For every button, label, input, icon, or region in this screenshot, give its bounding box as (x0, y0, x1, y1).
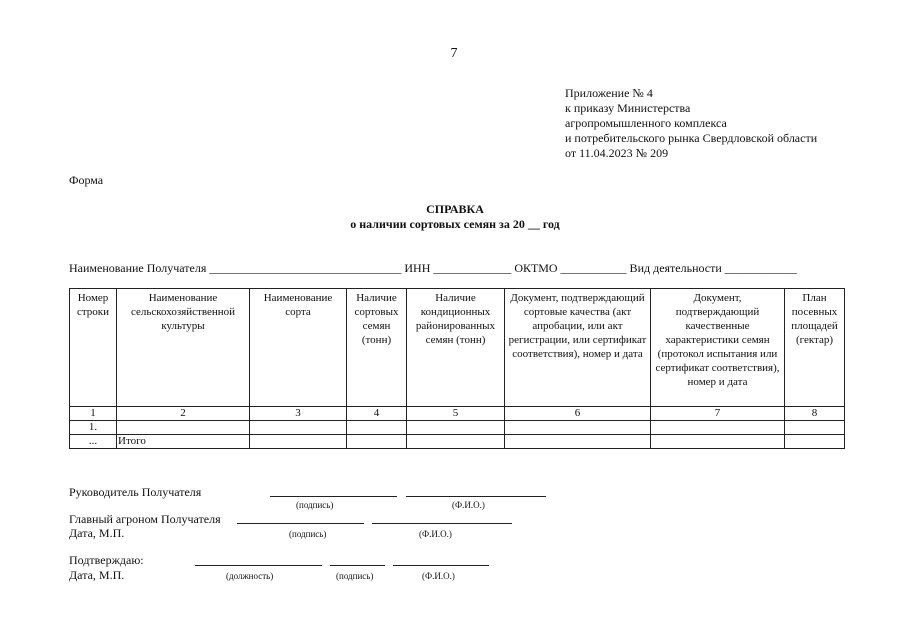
caption-sign: (подпись) (296, 500, 334, 510)
head-fio-line[interactable] (406, 496, 546, 497)
table-row (70, 435, 845, 449)
confirm-position-line[interactable] (195, 565, 322, 566)
caption-position: (должность) (226, 571, 274, 581)
head-sign-line[interactable] (270, 496, 397, 497)
caption-fio: (Ф.И.О.) (419, 529, 452, 539)
sowing-plan-cell[interactable] (785, 435, 845, 449)
column-number-row (70, 407, 845, 421)
column-number: 6 (505, 407, 651, 421)
header-sowing-plan: План посевных площадей (гектар) (785, 289, 845, 407)
variety-cell[interactable] (250, 435, 347, 449)
column-number: 1 (70, 407, 117, 421)
conditioned-seeds-cell[interactable] (407, 421, 505, 435)
header-conditioned-seeds: Наличие кондиционных районированных семян (тонн) (407, 289, 505, 407)
varietal-seeds-cell[interactable] (347, 421, 407, 435)
caption-fio: (Ф.И.О.) (422, 571, 455, 581)
variety-document-cell[interactable] (505, 421, 651, 435)
header-variety: Наименование сорта (250, 289, 347, 407)
agronomist-sign-line[interactable] (237, 523, 364, 524)
sowing-plan-cell[interactable] (785, 421, 845, 435)
appendix-line: и потребительского рынка Свердловской области (565, 131, 818, 145)
variety-cell[interactable] (250, 421, 347, 435)
culture-cell[interactable] (117, 421, 250, 435)
column-number: 2 (117, 407, 250, 421)
column-number: 5 (407, 407, 505, 421)
header-varietal-seeds: Наличие сортовых семян (тонн) (347, 289, 407, 407)
row-number-cell[interactable]: ... (70, 435, 117, 449)
confirm-fio-line[interactable] (393, 565, 489, 566)
date-label: Дата, М.П. (69, 526, 125, 540)
conditioned-seeds-cell[interactable] (407, 435, 505, 449)
varietal-seeds-cell[interactable] (347, 435, 407, 449)
agronomist-label: Главный агроном Получателя (69, 512, 221, 526)
row-number-cell[interactable]: 1. (70, 421, 117, 435)
appendix-block (565, 86, 817, 161)
confirm-label: Подтверждаю: (69, 553, 144, 567)
form-label: Форма (69, 173, 104, 187)
date-label: Дата, М.П. (69, 568, 125, 582)
recipient-line: Наименование Получателя ________________________________ ИНН _____________ ОКТМО ___________ Вид деятельности ____________ (69, 261, 797, 275)
document-subtitle: о наличии сортовых семян за 20 __ год (350, 217, 560, 231)
caption-sign: (подпись) (336, 571, 374, 581)
appendix-line: к приказу Министерства (565, 101, 691, 115)
appendix-line: Приложение № 4 (565, 86, 653, 100)
page-number: 7 (450, 46, 458, 61)
seeds-table (69, 288, 845, 449)
agronomist-fio-line[interactable] (372, 523, 512, 524)
column-number: 3 (250, 407, 347, 421)
column-number: 7 (651, 407, 785, 421)
header-quality-document: Документ, подтверждающий качественные характеристики семян (протокол испытания или сертификат соответствия), номер и дата (651, 289, 785, 407)
caption-sign: (подпись) (289, 529, 327, 539)
column-number: 4 (347, 407, 407, 421)
header-variety-document: Документ, подтверждающий сортовые качества (акт апробации, или акт регистрации, или сертификат соответствия), номер и дата (505, 289, 651, 407)
appendix-line: от 11.04.2023 № 209 (565, 146, 669, 160)
quality-document-cell[interactable] (651, 421, 785, 435)
column-number: 8 (785, 407, 845, 421)
header-row-number: Номер строки (70, 289, 117, 407)
table-row (70, 421, 845, 435)
document-title: СПРАВКА (426, 202, 484, 216)
header-culture: Наименование сельскохозяйственной культуры (117, 289, 250, 407)
variety-document-cell[interactable] (505, 435, 651, 449)
appendix-line: агропромышленного комплекса (565, 116, 727, 130)
confirm-sign-line[interactable] (330, 565, 385, 566)
quality-document-cell[interactable] (651, 435, 785, 449)
table-header-row (70, 289, 845, 407)
culture-cell[interactable]: Итого (117, 435, 250, 449)
head-label: Руководитель Получателя (69, 485, 202, 499)
caption-fio: (Ф.И.О.) (452, 500, 485, 510)
